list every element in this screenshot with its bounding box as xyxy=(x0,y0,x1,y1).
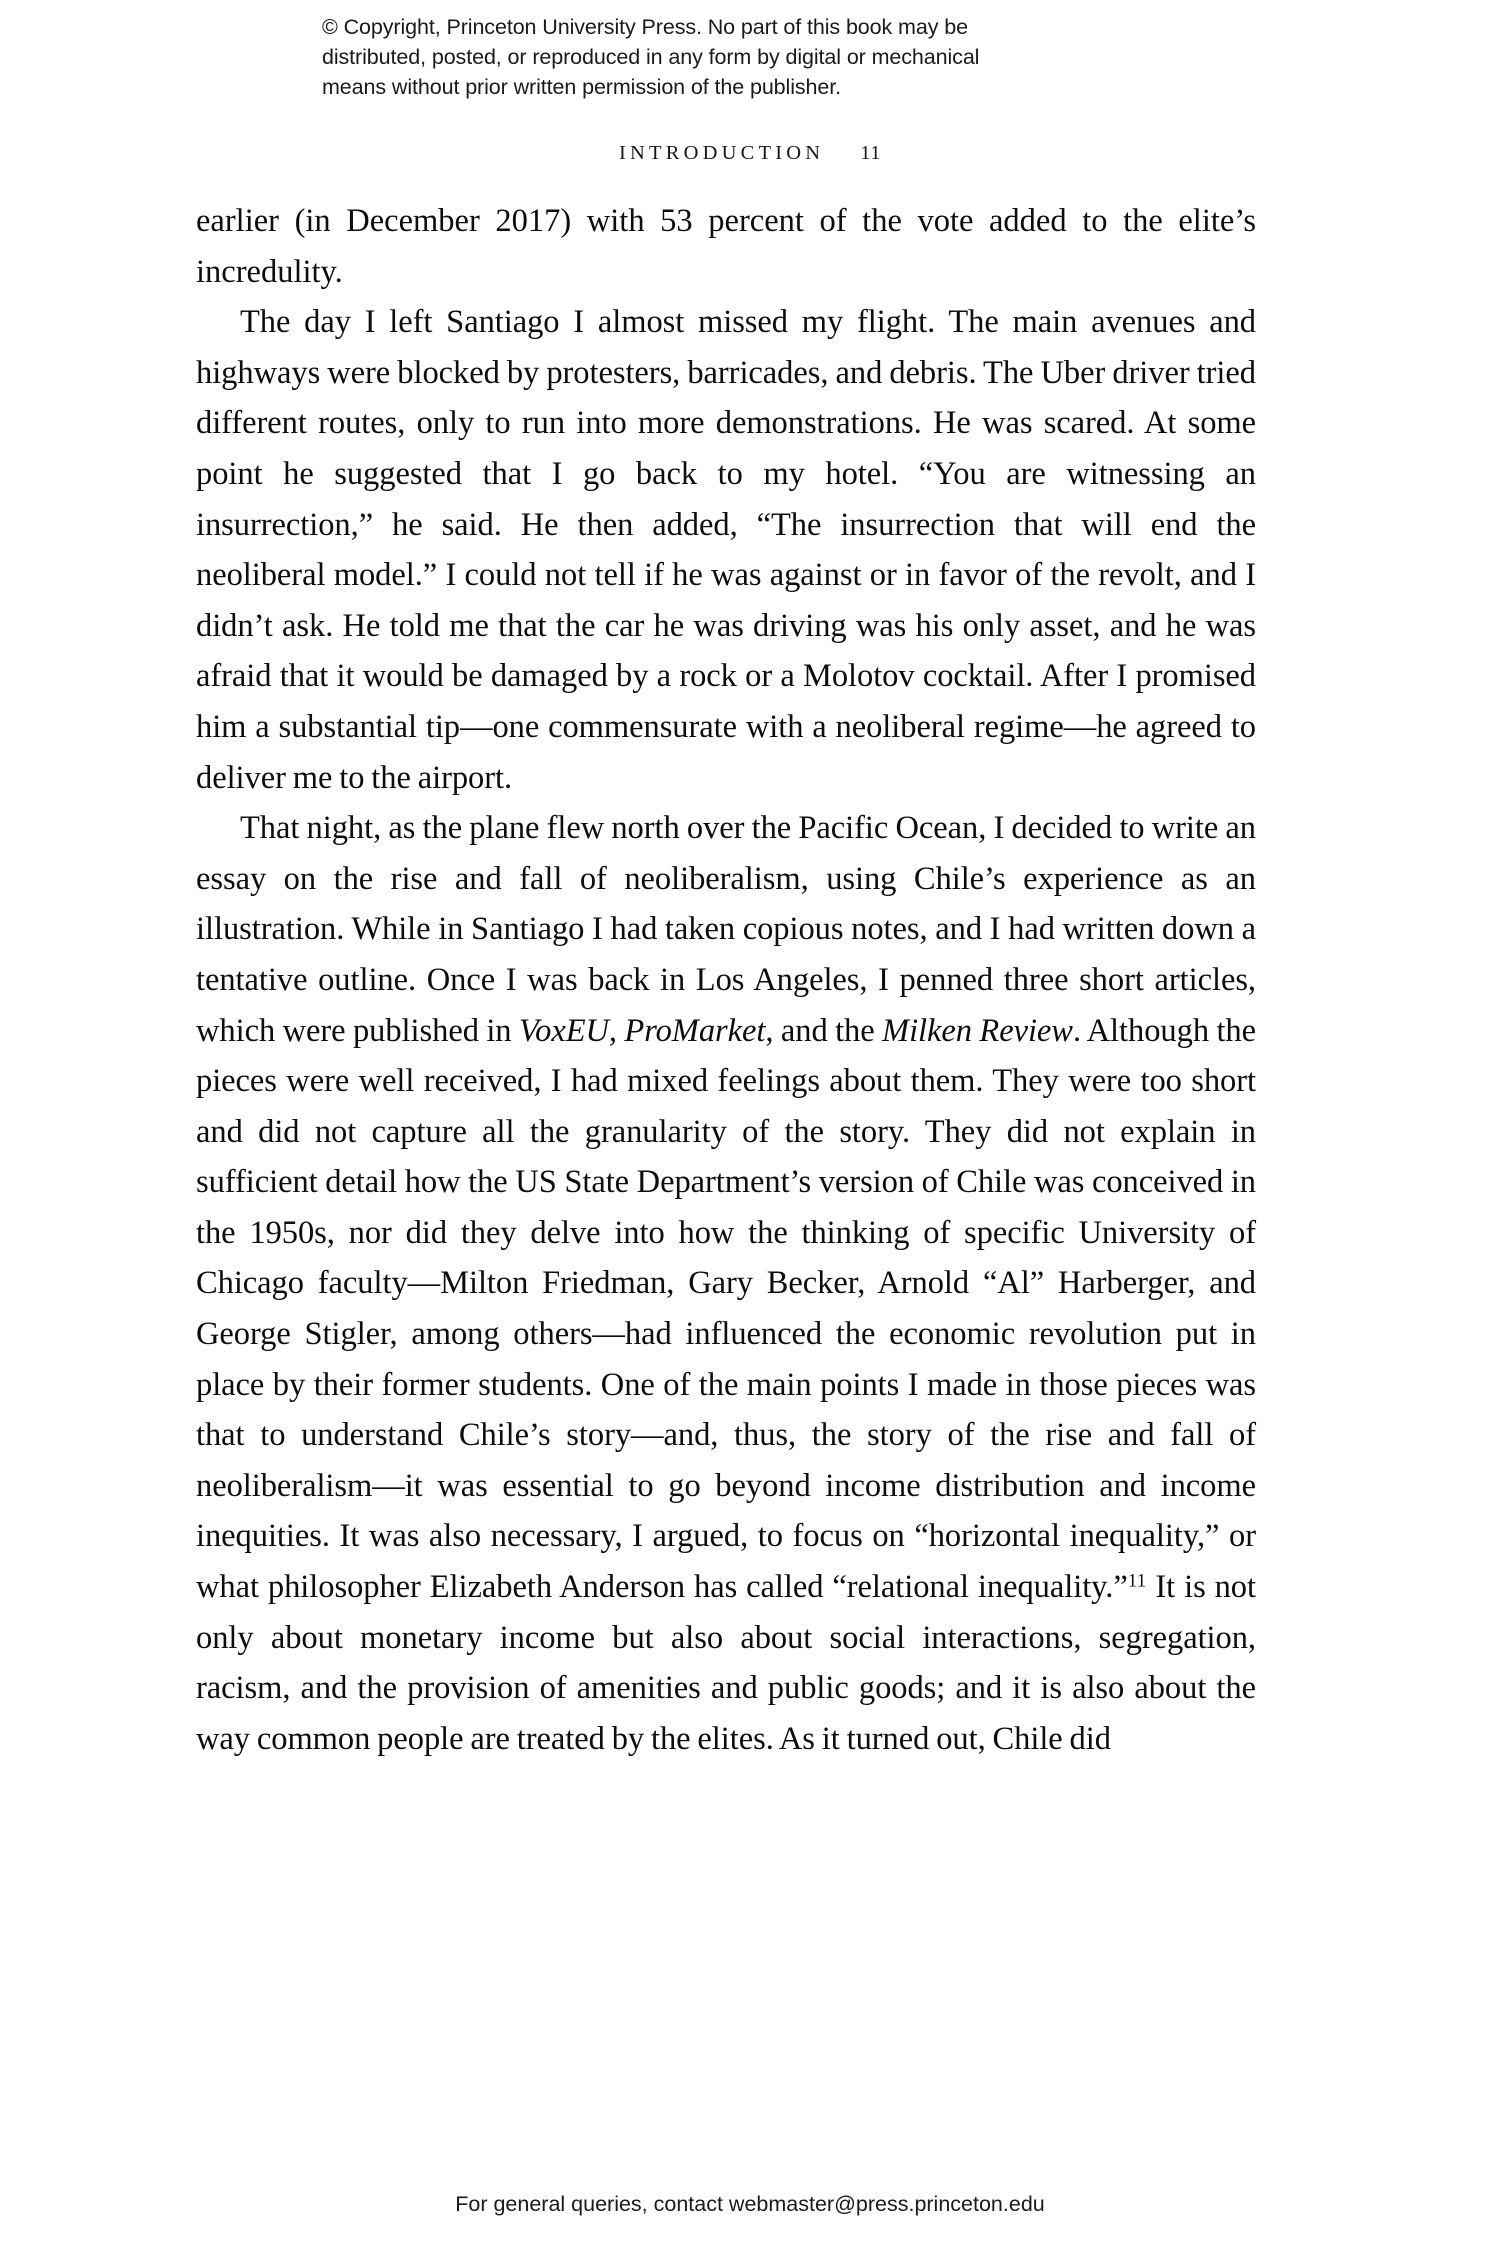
copyright-notice-line-2: distributed, posted, or reproduced in any form by digital or mechanical xyxy=(322,45,980,69)
running-head-chapter: INTRODUCTION xyxy=(618,142,825,164)
text-run: earlier (in December 2017) with 53 percent of the vote added to the elite’s incredulity. xyxy=(196,203,1256,290)
running-head xyxy=(0,140,1500,166)
copyright-notice-line-1: © Copyright, Princeton University Press. No part of this book may be xyxy=(322,15,968,39)
page-footer-text: For general queries, contact webmaster@press.princeton.edu xyxy=(455,2192,1045,2216)
footnote-marker: 11 xyxy=(1127,1570,1147,1592)
text-run: That night, as the plane flew north over the Pacific Ocean, I decided to write an essay on the rise and fall of neoliberalism, using Chile’s experience as an illustration. While in Santiago I had taken copious notes, and I had written down a tentative outline. Once I was back in Los Angeles, I penned three short articles, which were published in xyxy=(196,810,1256,1049)
text-run: , and the xyxy=(765,1012,883,1049)
paragraph-continuation xyxy=(196,196,1256,297)
text-run: It is not only about monetary income but also about social interactions, segregation, racism, and the provision of amenities and public goods; and it is also about the way common people are treated by the elites. As it turned out, Chile did xyxy=(196,1569,1256,1757)
page-number: 11 xyxy=(860,142,882,164)
text-run: The day I left Santiago I almost missed my flight. The main avenues and highways were blocked by protesters, barricades, and debris. The Uber driver tried different routes, only to run into more demonstrations. He was scared. At some point he suggested that I go back to my hotel. “You are witnessing an insurrection,” he said. He then added, “The insurrection that will end the neoliberal model.” I could not tell if he was against or in favor of the revolt, and I didn’t ask. He told me that the car he was driving was his only asset, and he was afraid that it would be damaged by a rock or a Molotov cocktail. After I promised him a substantial tip—one commensurate with a neoliberal regime—he agreed to deliver me to the airport. xyxy=(196,304,1256,796)
text-run: . Although the pieces were well received, I had mixed feelings about them. They were too short and did not capture all the granularity of the story. They did not explain in sufficient detail how the US State Department’s version of Chile was conceived in the 1950s, nor did they delve into how the thinking of specific University of Chicago faculty—Milton Friedman, Gary Becker, Arnold “Al” Harberger, and George Stigler, among others—had influenced the economic revolution put in place by their former students. One of the main points I made in those pieces was that to understand Chile’s story—and, thus, the story of the rise and fall of neoliberalism—it was essential to go beyond income distribution and income inequities. It was also necessary, I argued, to focus on “horizontal inequality,” or what philosopher Elizabeth Anderson has called “relational inequality.” xyxy=(196,1012,1256,1606)
paragraph-essay-neoliberalism xyxy=(196,803,1256,1764)
page-footer xyxy=(0,2190,1500,2218)
paragraph-santiago-flight xyxy=(196,297,1256,803)
copyright-notice-line-3: means without prior written permission of the publisher. xyxy=(322,75,842,99)
italic-title: VoxEU, ProMarket xyxy=(518,1012,766,1049)
italic-title: Milken Review xyxy=(882,1012,1073,1049)
page-body xyxy=(196,196,1256,1764)
copyright-notice xyxy=(322,12,1182,102)
